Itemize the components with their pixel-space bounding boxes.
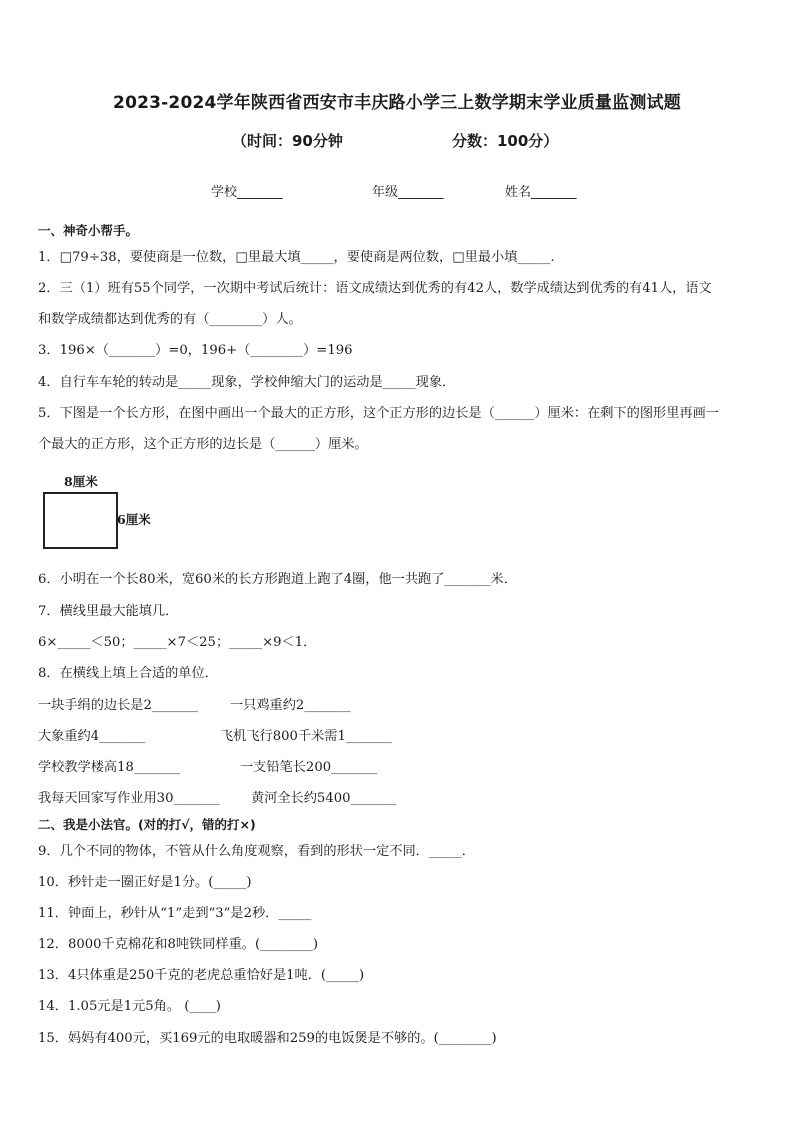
question-2-line-1: 2．三（1）班有55个同学，一次期中考试后统计：语文成绩达到优秀的有42人，数学成绩达到优秀的有41人，语文 [38,281,712,296]
name-field: 姓名_______ [505,185,577,200]
q8-item: 一支铅笔长200_______ [240,760,378,775]
grade-field: 年级_______ [372,185,444,200]
q8-item: 黄河全长约5400_______ [251,791,397,806]
question-2-line-2: 和数学成绩都达到优秀的有（________）人。 [38,312,302,327]
question-6: 6．小明在一个长80米，宽60米的长方形跑道上跑了4圈，他一共跑了_______米． [38,572,517,587]
question-11: 11．钟面上，秒针从“1”走到“3”是2秒．_____ [38,906,312,921]
question-7: 7．横线里最大能填几． [38,604,179,619]
exam-score: 分数：100分） [452,132,559,150]
rectangle-height-label: 6厘米 [117,512,151,527]
q8-item: 飞机飞行800千米需1_______ [220,729,393,744]
question-8: 8．在横线上填上合适的单位． [38,666,218,681]
question-10: 10．秒针走一圈正好是1分。(_____) [38,875,252,890]
question-7-blanks: 6×_____＜50；_____×7＜25；_____×9＜1． [38,635,317,650]
question-5-line-2: 个最大的正方形，这个正方形的边长是（______）厘米。 [38,437,368,452]
q8-item: 大象重约4_______ [38,729,146,744]
q8-item: 一块手绢的边长是2_______ [38,698,199,713]
question-3: 3．196×（_______）=0，196+（________）=196 [38,343,353,358]
section-2-heading: 二、我是小法官。(对的打√，错的打×) [38,817,256,832]
rectangle-figure [43,492,118,549]
question-13: 13．4只体重是250千克的老虎总重恰好是1吨．(_____) [38,968,365,983]
q8-item: 一只鸡重约2_______ [230,698,351,713]
q8-item: 我每天回家写作业用30_______ [38,791,220,806]
section-1-heading: 一、神奇小帮手。 [38,223,139,238]
rectangle-width-label: 8厘米 [64,474,98,489]
q8-item: 学校教学楼高18_______ [38,760,181,775]
question-14: 14．1.05元是1元5角。 (____) [38,999,221,1014]
exam-time: （时间：90分钟 [232,132,343,150]
question-1: 1．□79÷38，要使商是一位数，□里最大填_____，要使商是两位数，□里最小填_____. [38,250,555,265]
question-9: 9．几个不同的物体，不管从什么角度观察，看到的形状一定不同．_____． [38,844,475,859]
question-15: 15．妈妈有400元，买169元的电取暖器和259的电饭煲是不够的。(________) [38,1031,497,1046]
school-field: 学校_______ [211,185,283,200]
question-5-line-1: 5．下图是一个长方形，在图中画出一个最大的正方形，这个正方形的边长是（______）厘米：在剩下的图形里再画一 [38,406,719,421]
question-12: 12．8000千克棉花和8吨铁同样重。(________) [38,937,319,952]
question-4: 4．自行车车轮的转动是_____现象，学校伸缩大门的运动是_____现象． [38,375,456,390]
page-title: 2023-2024学年陕西省西安市丰庆路小学三上数学期末学业质量监测试题 [113,93,681,113]
